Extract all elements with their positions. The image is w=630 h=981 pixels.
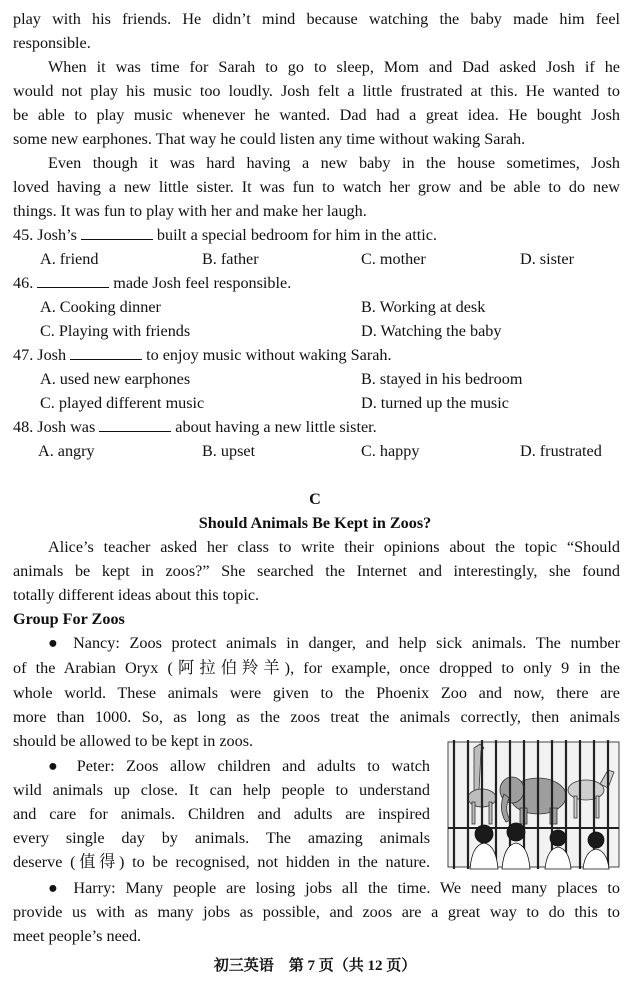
passage-line: some new earphones. That way he could listen any time without waking Sarah. <box>13 130 526 148</box>
question-suffix: about having a new little sister. <box>175 418 377 436</box>
question-number: 45. <box>13 226 34 244</box>
answer-blank <box>70 344 142 360</box>
passage-line: responsible. <box>13 34 91 52</box>
option-d: D. Watching the baby <box>361 322 502 340</box>
question-number: 47. <box>13 346 34 364</box>
nancy-line: whole world. These animals were given to the Phoenix Zoo and now, there are <box>13 684 620 702</box>
passage-line: play with his friends. He didn’t mind because watching the baby made him feel <box>13 10 620 28</box>
nancy-line: more than 1000. So, as long as the zoos treat the animals correctly, then animals <box>13 708 620 726</box>
question-47 <box>13 343 620 367</box>
option-d: D. sister <box>520 250 574 268</box>
group-heading: Group For Zoos <box>13 610 125 628</box>
page-footer: 初三英语 第 7 页（共 12 页） <box>213 958 417 974</box>
option-b: B. stayed in his bedroom <box>361 370 523 388</box>
question-prefix: Josh <box>37 346 67 364</box>
passage-line: loved having a new little sister. It was fun to watch her grow and be able to do new <box>13 178 620 196</box>
option-d: D. frustrated <box>520 442 602 460</box>
answer-blank <box>37 272 109 288</box>
answer-blank <box>81 224 153 240</box>
option-c: C. played different music <box>40 394 205 412</box>
zoo-illustration <box>446 738 621 871</box>
intro-line: animals be kept in zoos?” She searched the Internet and interestingly, she found <box>13 562 620 580</box>
question-prefix: Josh’s <box>37 226 77 244</box>
nancy-line: should be allowed to be kept in zoos. <box>13 732 254 750</box>
intro-line: totally different ideas about this topic. <box>13 586 260 604</box>
option-c: C. Playing with friends <box>40 322 191 340</box>
option-c: C. happy <box>361 442 420 460</box>
harry-line: meet people’s need. <box>13 927 142 945</box>
passage-line: things. It was fun to play with her and make her laugh. <box>13 202 367 220</box>
option-a: A. used new earphones <box>40 370 191 388</box>
passage-line: would not play his music too loudly. Josh felt a little frustrated at this. He wanted to <box>13 82 620 100</box>
peter-line: every single day by animals. The amazing animals <box>13 829 430 847</box>
question-suffix: made Josh feel responsible. <box>113 274 292 292</box>
peter-line: ● Peter: Zoos allow children and adults to watch <box>48 757 430 775</box>
question-number: 48. <box>13 418 34 436</box>
peter-line: deserve (值得) to be recognised, not hidden in the nature. <box>13 853 430 871</box>
option-d: D. turned up the music <box>361 394 509 412</box>
intro-line: Alice’s teacher asked her class to write their opinions about the topic “Should <box>48 538 620 556</box>
question-prefix: Josh was <box>37 418 96 436</box>
section-letter: C <box>309 490 321 508</box>
question-suffix: to enjoy music without waking Sarah. <box>146 346 392 364</box>
option-b: B. upset <box>202 442 256 460</box>
option-b: B. father <box>202 250 259 268</box>
option-a: A. angry <box>38 442 95 460</box>
question-suffix: built a special bedroom for him in the attic. <box>156 226 437 244</box>
question-48 <box>13 415 620 439</box>
peter-line: and care for animals. Children and adults are inspired <box>13 805 430 823</box>
nancy-line: of the Arabian Oryx (阿拉伯羚羊), for example, once dropped to only 9 in the <box>13 659 620 677</box>
section-title: Should Animals Be Kept in Zoos? <box>198 514 432 532</box>
passage-line: be able to play music whenever he wanted. Dad had a great idea. He bought Josh <box>13 106 620 124</box>
peter-line: wild animals up close. It can help people to understand <box>13 781 430 799</box>
passage-line: Even though it was hard having a new baby in the house sometimes, Josh <box>48 154 620 172</box>
option-a: A. friend <box>40 250 99 268</box>
passage-line: When it was time for Sarah to go to sleep, Mom and Dad asked Josh if he <box>48 58 620 76</box>
nancy-line: ● Nancy: Zoos protect animals in danger, and help sick animals. The number <box>48 634 620 652</box>
answer-blank <box>99 416 171 432</box>
question-46 <box>13 271 620 295</box>
harry-line: ● Harry: Many people are losing jobs all the time. We need many places to <box>48 879 620 897</box>
option-a: A. Cooking dinner <box>40 298 161 316</box>
question-45 <box>13 223 620 247</box>
harry-line: provide us with as many jobs as possible, and zoos are a great way to do this to <box>13 903 620 921</box>
option-b: B. Working at desk <box>361 298 486 316</box>
question-number: 46. <box>13 274 34 292</box>
option-c: C. mother <box>361 250 426 268</box>
